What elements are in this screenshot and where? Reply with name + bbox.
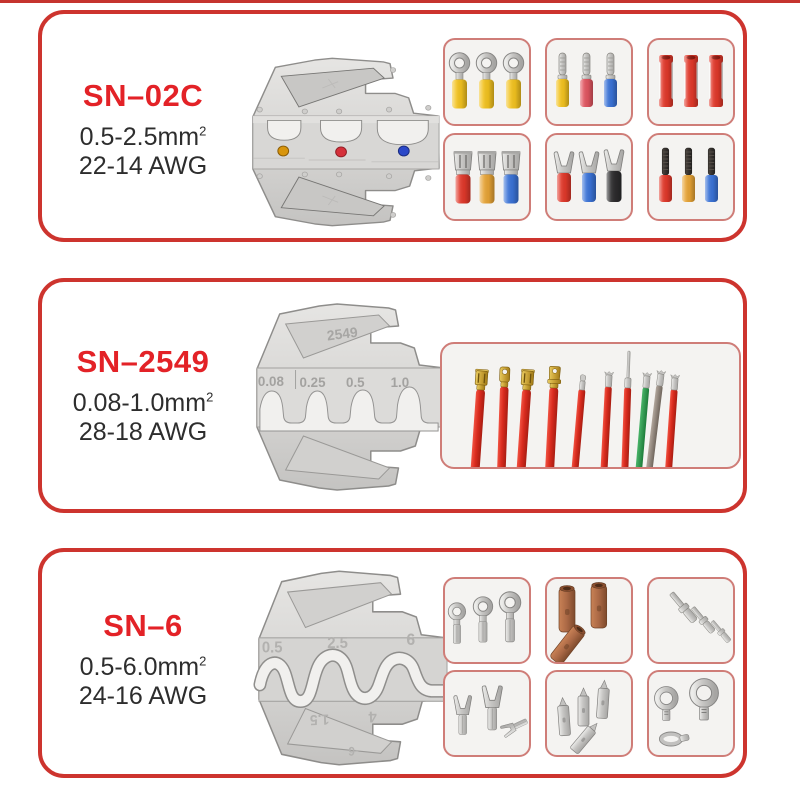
- large-ring-terminal: [654, 686, 678, 720]
- size-dot-yellow: [278, 146, 289, 156]
- bare-ring-terminal: [499, 591, 520, 641]
- crimped-wire: [599, 371, 614, 467]
- crimped-wire: [621, 351, 633, 467]
- die-model-title: SN–2549: [76, 344, 210, 379]
- spec-block: [48, 344, 238, 447]
- pin-terminal: [682, 148, 695, 202]
- die-slot-size: 1.5: [309, 710, 330, 728]
- spec-block: [48, 78, 238, 181]
- box-bare-blade-terminals: [647, 577, 735, 664]
- panel-sn-6: [38, 548, 747, 778]
- die-slot-size: 0.08: [257, 373, 284, 390]
- die-cavity-small: [268, 120, 301, 140]
- panel-sn-02c: [38, 10, 747, 242]
- terminal-sample-grid: [443, 38, 735, 221]
- terminal-sample-grid: [443, 577, 735, 757]
- ring-terminal: [503, 53, 523, 109]
- die-cavity-medium: [320, 120, 361, 142]
- small-ring-terminal: [659, 732, 689, 746]
- box-insulated-butt-connectors: [647, 38, 735, 126]
- ring-terminal: [476, 53, 496, 109]
- die-slot-size: 1.0: [390, 374, 410, 391]
- female-disconnect-terminal: [502, 151, 521, 204]
- bullet-terminal: [580, 53, 593, 107]
- crimped-wire: [570, 374, 587, 467]
- crimping-die-sn-2549: [250, 297, 448, 497]
- box-bare-ring-terminals: [443, 577, 531, 664]
- wire-size-range: $0.08-1.0mm^2$: [72, 389, 214, 417]
- die-model-title: SN–6: [103, 608, 183, 643]
- awg-range: 22-14 AWG: [78, 152, 208, 180]
- box-insulated-fork-terminals: [545, 133, 633, 221]
- awg-range: 24-16 AWG: [78, 682, 208, 710]
- crimping-die-sn-6: [252, 564, 450, 772]
- box-bare-large-ring-terminals: [647, 670, 735, 757]
- large-ring-terminal: [690, 678, 719, 719]
- box-insulated-pin-terminals: [647, 133, 735, 221]
- ferrule-connector: [578, 688, 589, 726]
- crimped-wire: [663, 374, 680, 467]
- bare-fork-terminal: [454, 695, 472, 734]
- fork-terminal: [554, 152, 574, 202]
- female-disconnect-terminal: [454, 151, 473, 204]
- die-slot-size: 4: [368, 707, 378, 726]
- size-dot-red: [336, 147, 347, 157]
- bare-ring-terminal: [448, 602, 465, 643]
- die-engraving-label: 2549: [325, 323, 359, 344]
- die-model-title: SN–02C: [82, 78, 204, 113]
- bullet-terminal: [604, 53, 617, 107]
- die-slot-size: 0.5: [261, 639, 283, 657]
- bare-ring-terminal: [473, 596, 492, 641]
- ferrule-connector: [557, 697, 571, 736]
- awg-range: 28-18 AWG: [78, 418, 208, 446]
- box-copper-butt-connectors: [545, 577, 633, 664]
- size-dot-blue: [398, 146, 409, 156]
- copper-butt-connector: [559, 585, 575, 632]
- fork-terminal: [604, 150, 624, 202]
- box-crimped-wire-examples: [440, 342, 741, 469]
- box-insulated-bullet-terminals: [545, 38, 633, 126]
- panel-sn-2549: [38, 278, 747, 513]
- die-cavity-large: [377, 120, 428, 144]
- die-slot-size: 0.25: [299, 374, 326, 391]
- die-slot-size: 0.5: [346, 374, 365, 391]
- die-slot-size: 6: [406, 630, 416, 650]
- wire-size-range: $0.5-6.0mm^2$: [79, 653, 207, 681]
- crimped-wire: [513, 369, 534, 467]
- pin-terminal: [659, 148, 672, 202]
- ring-terminal: [449, 53, 469, 109]
- bullet-terminal: [556, 53, 569, 107]
- butt-connector: [659, 55, 673, 107]
- box-bare-ferrule-connectors: [545, 670, 633, 757]
- crimped-wire: [496, 367, 510, 467]
- crimped-wire: [542, 366, 561, 467]
- bare-fork-terminal: [482, 685, 502, 729]
- crimping-die-sn-02c: [246, 52, 442, 232]
- box-insulated-female-disconnects: [443, 133, 531, 221]
- copper-butt-connector: [591, 582, 607, 628]
- pin-terminal: [705, 148, 718, 202]
- wire-size-range: $0.5-2.5mm^2$: [79, 123, 207, 151]
- fork-terminal: [579, 152, 599, 202]
- butt-connector: [684, 55, 698, 107]
- box-insulated-ring-terminals: [443, 38, 531, 126]
- bare-fork-terminal: [500, 715, 529, 737]
- box-bare-fork-terminals: [443, 670, 531, 757]
- die-ear-label: -6: [347, 743, 360, 760]
- ferrule-connector: [596, 680, 610, 719]
- spec-block: [48, 608, 238, 711]
- crimped-wire: [467, 369, 488, 467]
- butt-connector: [709, 55, 723, 107]
- top-divider-line: [0, 0, 800, 3]
- die-slot-size: 2.5: [327, 634, 348, 653]
- female-disconnect-terminal: [478, 151, 497, 204]
